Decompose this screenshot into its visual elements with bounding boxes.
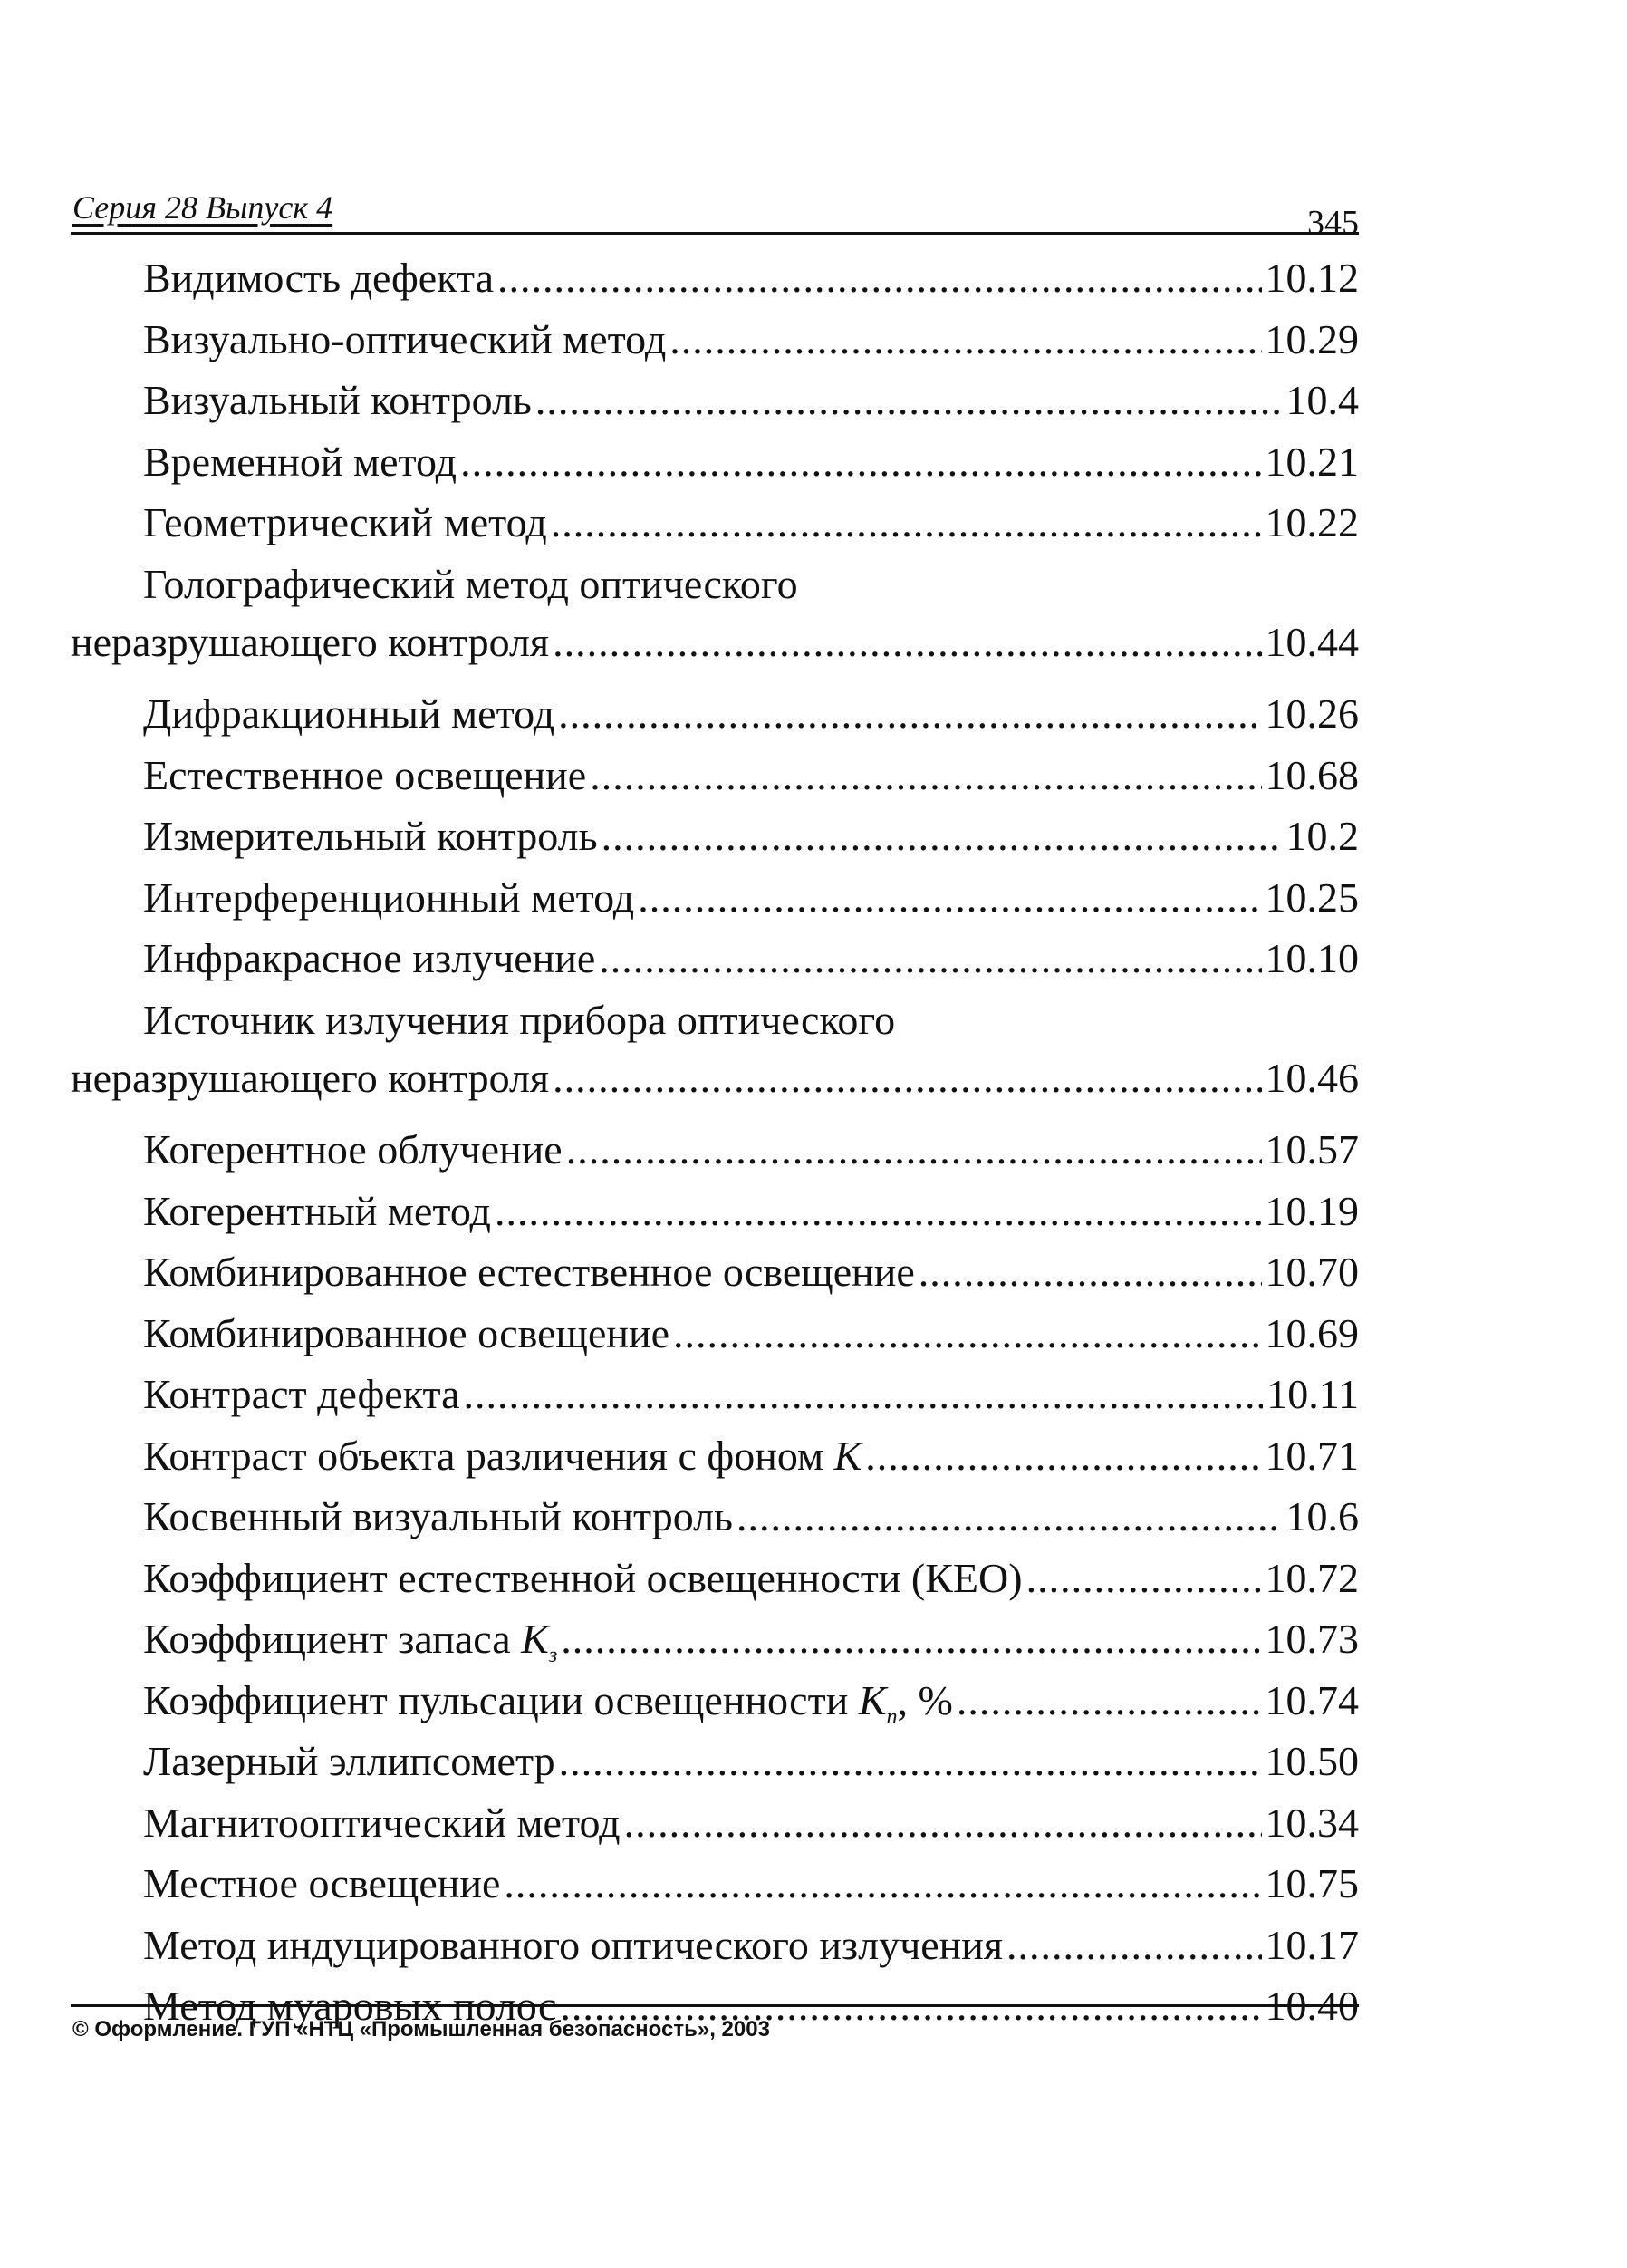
entry-row: [71, 1483, 1359, 1545]
entry-row: [71, 1912, 1359, 1974]
index-entry: [71, 367, 1359, 429]
dot-leader: [669, 319, 1261, 361]
index-entry: [71, 306, 1359, 368]
index-entry: [71, 803, 1359, 864]
index-term: [143, 1309, 670, 1356]
entry-first-line: Голографический метод оптического: [143, 560, 798, 607]
clause-number: 10.74: [1265, 1676, 1359, 1723]
index-term: [143, 1676, 953, 1729]
clause-number: 10.46: [1265, 1054, 1359, 1101]
index-entry: [71, 1116, 1359, 1178]
index-entry: [71, 864, 1359, 926]
index-term: [143, 315, 667, 362]
entry-row: [71, 1178, 1359, 1240]
term-text: Местное освещение: [143, 1860, 501, 1906]
index-entry: [71, 680, 1359, 742]
index-term: [143, 1371, 460, 1417]
index-list: [71, 245, 1359, 2034]
page-number: 345: [1307, 204, 1359, 242]
dot-leader: [673, 1313, 1261, 1355]
symbol: K: [833, 1432, 862, 1479]
clause-number: 10.22: [1265, 499, 1359, 545]
entry-row: [71, 367, 1359, 429]
series-title: Серия 28 Выпуск 4: [72, 189, 333, 226]
entry-row: [71, 742, 1359, 804]
index-term: [143, 1251, 915, 1293]
clause-number: 10.4: [1285, 377, 1359, 423]
index-entry: [71, 1178, 1359, 1240]
index-entry: [71, 1728, 1359, 1790]
copyright-footer: © Оформление. ГУП «НТЦ «Промышленная безопасность», 2003: [72, 2017, 770, 2041]
clause-number: 10.57: [1265, 1126, 1359, 1173]
entry-row: [71, 1606, 1359, 1667]
index-term: [143, 1860, 501, 1906]
term-text: Метод индуцированного оптического излучения: [143, 1921, 1004, 1968]
clause-number: 10.21: [1265, 438, 1359, 485]
term-text: Коэффициент пульсации освещенности: [143, 1676, 849, 1723]
entry-row: [71, 1361, 1359, 1423]
term-text: Видимость дефекта: [143, 255, 495, 301]
dot-leader: [599, 938, 1261, 980]
index-entry: [71, 429, 1359, 490]
term-text: Геометрический метод: [143, 499, 547, 545]
term-text: Лазерный эллипсометр: [143, 1738, 555, 1784]
index-entry: [71, 1667, 1359, 1729]
symbol: K: [858, 1676, 887, 1723]
entry-row: [71, 429, 1359, 490]
clause-number: 10.17: [1265, 1921, 1359, 1968]
entry-row: [71, 620, 1359, 681]
index-entry: [71, 1606, 1359, 1667]
entry-row: [71, 1423, 1359, 1484]
dot-leader: [1006, 1925, 1261, 1966]
clause-number: 10.44: [1265, 618, 1359, 665]
clause-number: 10.29: [1265, 315, 1359, 362]
clause-number: 10.40: [1265, 1983, 1359, 2029]
index-entry: [71, 1423, 1359, 1484]
entry-row: [71, 1056, 1359, 1117]
symbol: K: [521, 1616, 549, 1662]
index-term: [71, 1054, 550, 1101]
term-text: неразрушающего контроля: [71, 1054, 550, 1101]
entry-row: [71, 803, 1359, 864]
dot-leader: [566, 1129, 1262, 1171]
clause-number: 10.11: [1266, 1371, 1359, 1417]
index-term: [143, 1738, 555, 1784]
term-text: Временной метод: [143, 438, 457, 485]
dot-leader: [460, 441, 1261, 483]
term-text: Интерференционный метод: [143, 873, 635, 921]
term-text: Магнитооптический метод: [143, 1799, 621, 1846]
index-entry: [71, 1239, 1359, 1300]
dot-leader: [561, 1618, 1261, 1660]
dot-leader: [865, 1435, 1261, 1477]
clause-number: 10.50: [1265, 1738, 1359, 1784]
entry-row: [71, 245, 1359, 306]
index-term: [143, 377, 532, 423]
dot-leader: [957, 1680, 1262, 1722]
symbol-subscript: з: [548, 1644, 558, 1668]
entry-row: [71, 489, 1359, 551]
term-text: Комбинированное освещение: [143, 1309, 670, 1356]
term-text: Когерентное облучение: [143, 1126, 563, 1173]
index-term: [143, 813, 598, 859]
term-text: неразрушающего контроля: [71, 618, 550, 665]
dot-leader: [558, 693, 1261, 735]
clause-number: 10.25: [1265, 873, 1359, 921]
term-text: Визуально-оптический метод: [143, 315, 667, 362]
dot-leader: [504, 1863, 1261, 1905]
entry-row: [71, 1239, 1359, 1300]
dot-leader: [553, 1057, 1261, 1099]
clause-number: 10.75: [1265, 1860, 1359, 1906]
symbol-suffix: , %: [897, 1676, 953, 1723]
entry-row: [71, 1728, 1359, 1790]
clause-number: 10.6: [1285, 1493, 1359, 1539]
index-term: [143, 257, 494, 299]
clause-number: 10.70: [1265, 1249, 1359, 1295]
index-entry: [71, 1300, 1359, 1362]
dot-leader: [736, 1496, 1282, 1538]
term-text: Дифракционный метод: [143, 690, 555, 737]
index-entry: [71, 1912, 1359, 1974]
index-entry: [71, 1483, 1359, 1545]
index-term: [143, 499, 547, 545]
entry-row: [71, 680, 1359, 742]
entry-row: [71, 306, 1359, 368]
dot-leader: [1026, 1558, 1262, 1599]
index-entry: [71, 1545, 1359, 1607]
index-entry: [71, 245, 1359, 306]
index-term: [143, 935, 596, 981]
term-text: Косвенный визуальный контроль: [143, 1493, 734, 1539]
index-entry: [71, 925, 1359, 987]
dot-leader: [638, 877, 1261, 919]
index-entry: [71, 1850, 1359, 1912]
term-text: Инфракрасное излучение: [143, 935, 596, 981]
dot-leader: [602, 816, 1283, 857]
clause-number: 10.34: [1265, 1799, 1359, 1846]
dot-leader: [551, 502, 1262, 544]
term-text: Измерительный контроль: [143, 813, 598, 859]
index-term: [143, 690, 555, 737]
clause-number: 10.12: [1265, 255, 1359, 301]
index-term: [71, 618, 550, 665]
index-entry: [71, 1361, 1359, 1423]
dot-leader: [535, 380, 1283, 421]
entry-row: [71, 925, 1359, 987]
clause-number: 10.68: [1265, 751, 1359, 798]
entry-row: [71, 1667, 1359, 1729]
clause-number: 10.69: [1265, 1309, 1359, 1356]
clause-number: 10.19: [1265, 1187, 1359, 1234]
index-term: [143, 1432, 862, 1479]
dot-leader: [464, 1374, 1264, 1415]
entry-row: [71, 1790, 1359, 1851]
index-entry: [71, 551, 1359, 681]
clause-number: 10.10: [1265, 935, 1359, 981]
term-text: Контраст дефекта: [143, 1371, 460, 1417]
index-term: [143, 1126, 563, 1173]
term-text: Комбинированное естественное освещение: [143, 1249, 915, 1295]
entry-row: [71, 1300, 1359, 1362]
dot-leader: [495, 1191, 1262, 1232]
term-text: Контраст объекта различения с фоном: [143, 1432, 824, 1479]
term-text: Визуальный контроль: [143, 377, 532, 423]
index-term: [143, 1493, 734, 1539]
clause-number: 10.26: [1265, 690, 1359, 737]
entry-row: [71, 1545, 1359, 1607]
dot-leader: [497, 257, 1261, 299]
index-term: [143, 1921, 1004, 1968]
index-term: [143, 873, 635, 921]
term-text: Коэффициент естественной освещенности (КЕО): [143, 1554, 1023, 1601]
symbol-subscript: п: [886, 1704, 898, 1729]
term-text: Коэффициент запаса: [143, 1616, 511, 1662]
index-entry: [71, 742, 1359, 804]
index-term: [143, 1799, 621, 1846]
clause-number: 10.73: [1265, 1616, 1359, 1662]
index-entry: [71, 1790, 1359, 1851]
index-entry: [71, 987, 1359, 1117]
index-term: [143, 751, 587, 798]
index-term: [143, 1554, 1023, 1601]
dot-leader: [624, 1802, 1262, 1844]
clause-number: 10.2: [1285, 813, 1359, 859]
index-term: [143, 1618, 557, 1666]
clause-number: 10.72: [1265, 1554, 1359, 1601]
dot-leader: [553, 622, 1261, 663]
dot-leader: [919, 1251, 1262, 1293]
term-text: Метод муаровых полос: [143, 1983, 557, 2029]
term-text: Естественное освещение: [143, 751, 587, 798]
entry-row: [71, 1850, 1359, 1912]
index-term: [143, 1187, 491, 1234]
footer-rule: [71, 2004, 1359, 2007]
clause-number: 10.71: [1265, 1432, 1359, 1479]
dot-leader: [559, 1741, 1262, 1782]
entry-row: [71, 864, 1359, 926]
running-header: [71, 181, 1359, 242]
entry-row: [71, 1116, 1359, 1178]
index-entry: [71, 489, 1359, 551]
index-term: [143, 438, 457, 485]
term-text: Когерентный метод: [143, 1187, 491, 1234]
dot-leader: [590, 755, 1261, 796]
entry-first-line: Источник излучения прибора оптического: [143, 996, 896, 1043]
